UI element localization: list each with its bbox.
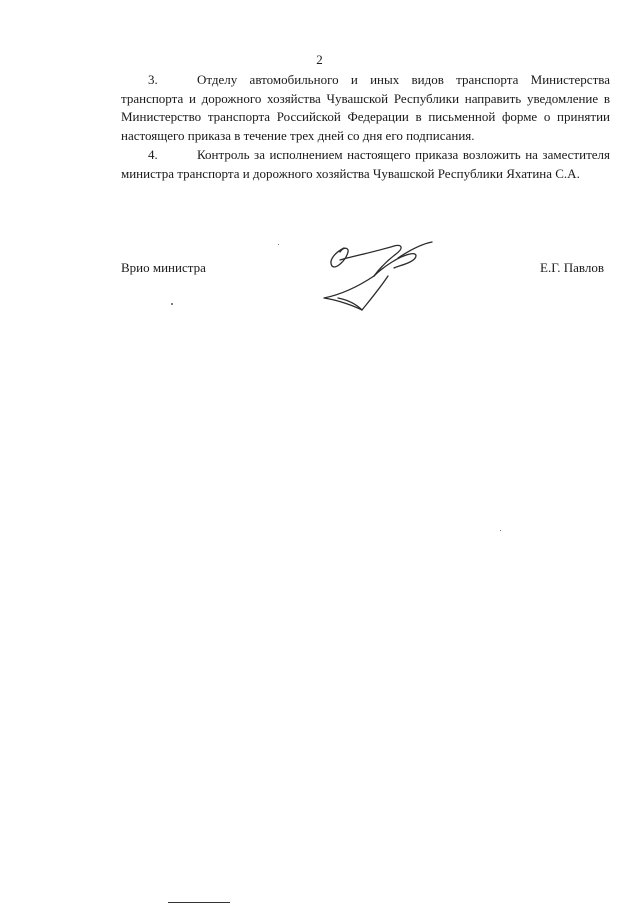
paragraph-number: 4.: [148, 146, 158, 162]
signer-name: Е.Г. Павлов: [540, 260, 604, 275]
footer-rule: [168, 902, 230, 903]
scan-speck: [500, 530, 501, 531]
paragraph-4: [121, 146, 610, 183]
scan-speck: [278, 244, 279, 245]
handwritten-signature: [314, 240, 444, 312]
page-number: 2: [316, 52, 323, 67]
paragraph-number: 3.: [148, 72, 158, 87]
document-body: [121, 71, 610, 183]
signature-block: [121, 260, 610, 320]
signer-position: Врио министра: [121, 260, 206, 275]
paragraph-text: Отделу автомобильного и иных видов транспорта Министерства транспорта и дорожного хозяйства Чувашской Республики направить уведомление в Министерство транспорта Российской Федерации в письменной форме о принятии настоящего приказа в течение трех дней со дня его подписания.: [121, 72, 610, 144]
paragraph-3: [121, 71, 610, 146]
scan-speck: [171, 303, 173, 305]
paragraph-text: Контроль за исполнением настоящего приказа возложить на заместителя министра транспорта и дорожного хозяйства Чувашской Республики Яхатина С.А.: [121, 146, 610, 181]
